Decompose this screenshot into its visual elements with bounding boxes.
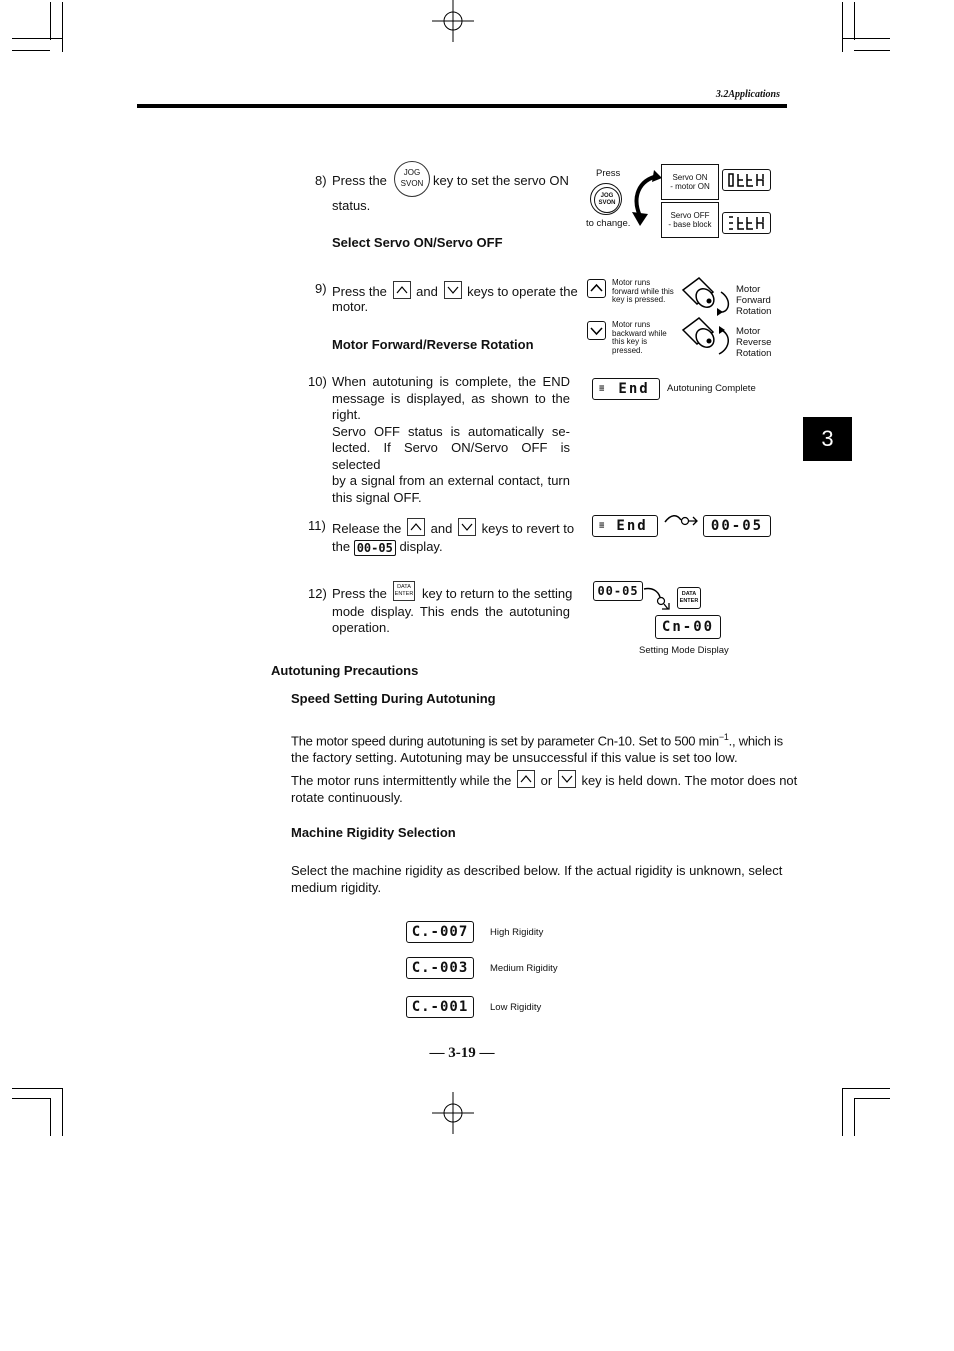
servo-figure-to-change: to change.: [586, 218, 631, 229]
step-9-line2: motor.: [332, 299, 369, 314]
enter-key-label: ENTER: [394, 590, 414, 597]
step-10-line7: this signal OFF.: [332, 489, 422, 505]
reverse-desc-line4: pressed.: [612, 345, 643, 355]
step-8-number: 8): [315, 173, 327, 188]
step-9-line1: [332, 281, 578, 301]
step-10-line2: message is displayed, as shown to the: [332, 390, 570, 406]
servo-on-label: Servo ON: [672, 173, 708, 182]
reverse-desc-line3: this key is: [612, 337, 648, 347]
motor-up-key-icon: [587, 279, 606, 298]
section-header: 3.2Applications: [715, 89, 780, 100]
step-8-line2: status.: [332, 198, 371, 213]
forward-label-line3: Rotation: [736, 306, 772, 317]
step-11-display-word: display.: [399, 539, 443, 554]
step-10-body: [332, 374, 570, 506]
servo-figure-press: Press: [596, 168, 621, 179]
crop-mark: [62, 2, 63, 52]
high-rigidity-code: C.-007: [411, 924, 469, 940]
step-8-text-before: Press the: [332, 173, 387, 188]
setting-data-enter-key-icon: [677, 587, 701, 609]
forward-label-line1: Motor: [736, 284, 761, 295]
crop-mark: [12, 38, 62, 39]
reverse-desc-line1: Motor runs: [612, 320, 651, 329]
up-key-icon: [407, 518, 425, 536]
setting-enter-label: ENTER: [679, 597, 699, 604]
step-10-number: 10): [308, 374, 327, 389]
setting-from-text: 00-05: [597, 584, 639, 598]
speed-paragraph-2: [291, 770, 798, 806]
step-9-heading: Motor Forward/Reverse Rotation: [332, 337, 534, 352]
step-9-number: 9): [315, 281, 327, 296]
rigidity-p1-line2: medium rigidity.: [291, 879, 382, 895]
down-key-icon: [458, 518, 476, 536]
low-rigidity-display: [406, 996, 474, 1018]
crop-mark: [854, 2, 855, 40]
low-rigidity-code: C.-001: [411, 999, 469, 1015]
crop-mark: [842, 1088, 890, 1089]
crop-mark: [12, 1098, 50, 1099]
step-12-text-after: key to return to the setting: [422, 586, 573, 601]
step-8-heading: Select Servo ON/Servo OFF: [332, 235, 503, 250]
servo-on-box: [661, 164, 719, 200]
step-12-number: 12): [308, 586, 327, 601]
setting-mode-display: [655, 615, 721, 639]
toggle-arrow-icon: [630, 168, 664, 232]
speed-paragraph-1: [291, 729, 788, 766]
step-11-text-after: keys to revert to: [481, 521, 575, 536]
crop-mark: [842, 1088, 843, 1136]
step-12-line3: operation.: [332, 620, 390, 635]
forward-description: [612, 279, 674, 305]
revert-from-text: End: [616, 518, 648, 534]
step-10-line5: lected. If Servo ON/Servo OFF is selected: [332, 440, 570, 472]
revert-from-display: ≡ End: [592, 515, 658, 537]
servo-off-display-icon: [722, 212, 771, 234]
down-key-icon: [558, 770, 576, 788]
speed-p1-superscript: −1: [718, 732, 729, 742]
setting-mode-text: Cn-00: [661, 619, 715, 635]
machine-rigidity-heading: Machine Rigidity Selection: [291, 825, 456, 840]
crop-mark: [62, 1088, 63, 1136]
step-10-line6: by a signal from an external contact, turn: [332, 473, 570, 488]
servo-off-box: [661, 202, 719, 238]
svon-key-label: SVON: [400, 179, 424, 188]
step-11-the: the: [332, 539, 351, 554]
servo-on-display-icon: [722, 169, 771, 191]
crop-mark: [854, 1098, 855, 1136]
reverse-rotation-label: [736, 326, 771, 359]
crop-mark: [50, 1098, 51, 1136]
step-12-text-before: Press the: [332, 586, 387, 601]
step-12-line2: mode display. This ends the autotuning: [332, 604, 570, 619]
jog-svon-key-icon: [394, 161, 430, 197]
crop-mark: [12, 50, 50, 51]
step-10-line1: When autotuning is complete, the END: [332, 374, 570, 389]
header-rule: [137, 104, 787, 108]
crop-mark: [842, 38, 890, 39]
step-10-line4: Servo OFF status is automatically se-: [332, 423, 570, 439]
motor-on-label: - motor ON: [670, 181, 710, 191]
reverse-label-line1: Motor: [736, 326, 761, 337]
speed-p2-line2: rotate continuously.: [291, 789, 403, 805]
inline-display-value: 00-05: [354, 540, 396, 556]
chapter-tab: 3: [803, 417, 852, 461]
forward-desc-line1: Motor runs: [612, 278, 651, 287]
reverse-desc-line2: backward while: [612, 328, 667, 338]
speed-p2-or: or: [540, 773, 553, 788]
jog-key-label: JOG: [403, 168, 421, 177]
step-11-line2: [332, 539, 443, 556]
setting-from-display: [593, 581, 643, 601]
data-enter-key-icon: [393, 581, 415, 601]
base-block-label: - base block: [668, 219, 712, 229]
speed-p1-text-b: ., which is: [728, 733, 783, 749]
medium-rigidity-label: Medium Rigidity: [490, 963, 558, 974]
step-11-line1: [332, 518, 574, 538]
speed-setting-heading: Speed Setting During Autotuning: [291, 691, 496, 706]
crop-mark: [854, 1098, 890, 1099]
forward-desc-line2: forward while this: [612, 286, 674, 296]
precautions-heading: Autotuning Precautions: [271, 663, 419, 678]
forward-rotation-label: [736, 284, 771, 317]
step-10-line3: right.: [332, 407, 361, 422]
step-11-text-before: Release the: [332, 521, 402, 536]
rigidity-p1-line1: Select the machine rigidity as described below. If the actual rigidity is unknown, select: [291, 863, 783, 878]
autotuning-complete-caption: Autotuning Complete: [667, 383, 756, 394]
up-key-icon: [393, 281, 411, 299]
setting-data-label: DATA: [681, 591, 697, 597]
speed-p1-line2: the factory setting. Autotuning may be unsuccessful if this value is set too low.: [291, 749, 738, 765]
crop-mark: [854, 50, 890, 51]
speed-p2-text-b: key is held down. The motor does not: [581, 773, 798, 788]
forward-desc-line3: key is pressed.: [612, 295, 666, 305]
step-9-and: and: [416, 284, 438, 299]
revert-to-text: 00-05: [710, 518, 764, 534]
crop-mark: [50, 2, 51, 40]
crop-mark: [12, 1088, 62, 1089]
reverse-label-line3: Rotation: [736, 348, 772, 359]
motor-forward-icon: [677, 274, 735, 318]
motor-down-key-icon: [587, 321, 606, 340]
crop-mark: [842, 2, 843, 52]
revert-to-display: [703, 515, 771, 537]
step-8-text-after: key to set the servo ON: [433, 173, 569, 188]
servo-off-label: Servo OFF: [670, 211, 710, 220]
step-9-text-before: Press the: [332, 284, 387, 299]
servo-figure-key: [590, 183, 622, 215]
end-display-text: End: [618, 381, 650, 397]
page-number: — 3-19 —: [429, 1045, 495, 1061]
speed-p2-text-a: The motor runs intermittently while the: [291, 773, 512, 788]
revert-arrow-icon: [663, 512, 699, 528]
medium-rigidity-code: C.-003: [411, 960, 469, 976]
registration-mark: [432, 1092, 474, 1134]
step-11-number: 11): [308, 518, 326, 533]
speed-p1-text-a: The motor speed during autotuning is set by parameter Cn-10. Set to 500 min: [291, 733, 719, 749]
down-key-icon: [444, 281, 462, 299]
low-rigidity-label: Low Rigidity: [490, 1002, 542, 1013]
registration-mark: [432, 0, 474, 42]
servo-figure-key-top: JOG: [600, 193, 614, 199]
medium-rigidity-display: [406, 957, 474, 979]
high-rigidity-label: High Rigidity: [490, 927, 544, 938]
step-9-text-after: keys to operate the: [467, 284, 578, 299]
setting-arrow-icon: [642, 585, 672, 611]
reverse-description: [612, 321, 667, 355]
forward-label-line2: Forward: [736, 295, 771, 306]
data-key-label: DATA: [397, 584, 411, 590]
motor-reverse-icon: [677, 314, 735, 358]
step-11-and: and: [430, 521, 453, 536]
servo-figure-key-bottom: SVON: [598, 200, 616, 206]
setting-mode-caption: Setting Mode Display: [639, 645, 729, 656]
high-rigidity-display: [406, 921, 474, 943]
reverse-label-line2: Reverse: [736, 337, 772, 348]
rigidity-paragraph: [291, 863, 788, 896]
up-key-icon: [517, 770, 535, 788]
end-display: ≡ End: [592, 378, 660, 400]
